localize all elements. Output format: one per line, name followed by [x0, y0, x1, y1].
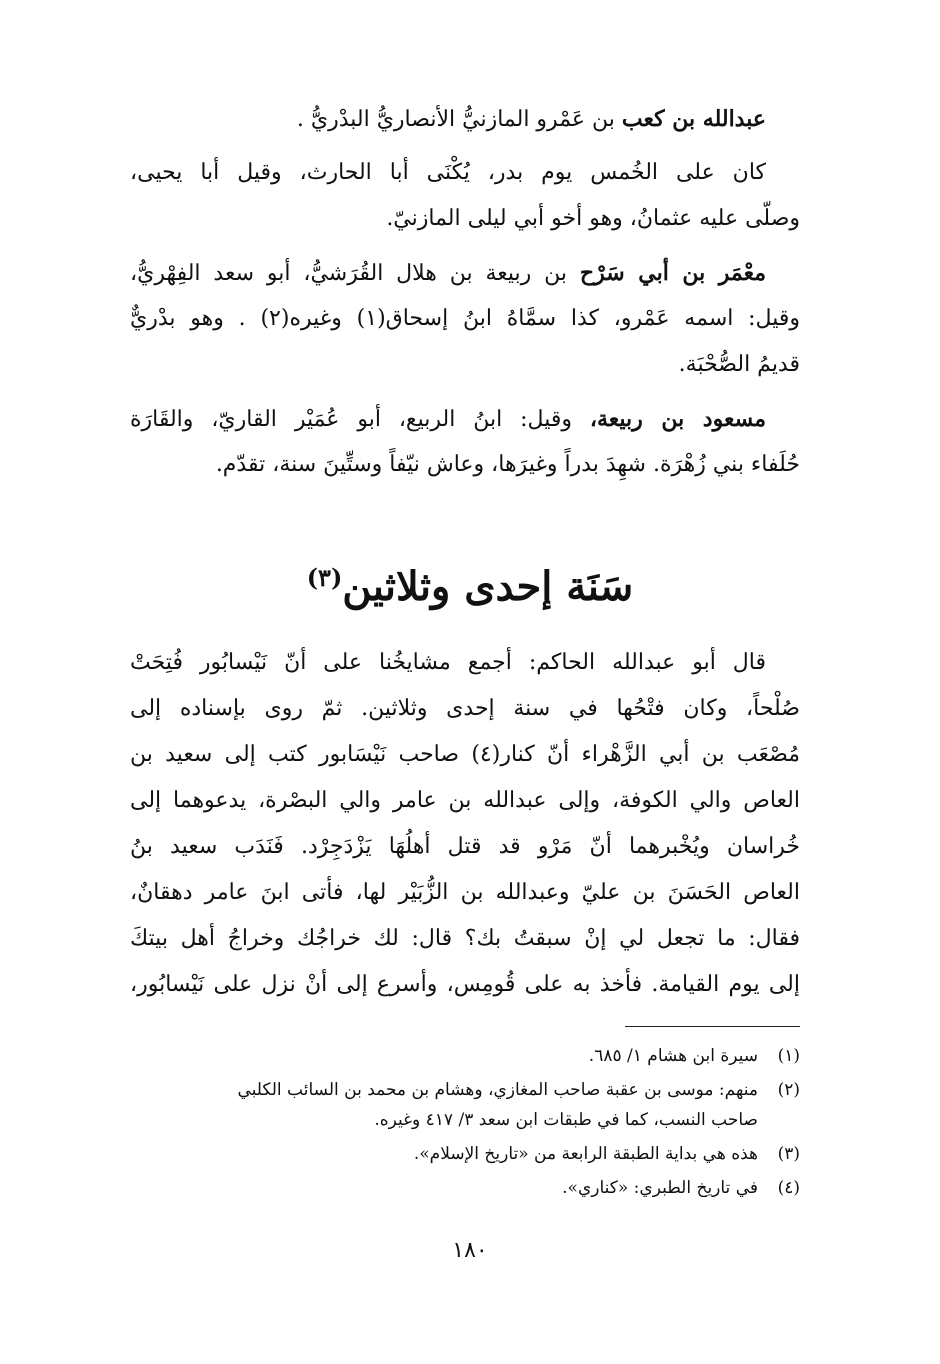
body-text: قال أبو عبدالله الحاكم: أجمع مشايخُنا على أنّ نَيْسابُور فُتِحَتْ	[130, 650, 766, 675]
body-line	[130, 870, 800, 916]
body-text: فقال: ما تجعل لي إنْ سبقتُ بك؟ قال: لك خراجُك وخراجُ أهل بيتكَ	[130, 926, 800, 951]
footnote	[128, 1174, 800, 1202]
entry-line	[130, 250, 800, 296]
footnote-separator	[625, 1026, 800, 1027]
body-text: مُصْعَب بن أبي الزَّهْراء أنّ كنار(٤) صاحب نَيْسَابور كتب إلى سعيد بن	[130, 742, 800, 767]
footnote	[128, 1042, 800, 1070]
entry-text: كان على الخُمس يوم بدر، يُكْنَى أبا الحارث، وقيل أبا يحيى،	[130, 160, 766, 185]
entry-line	[130, 96, 800, 142]
entry-text: حُلَفاء بني زُهْرَة. شهِدَ بدراً وغيرَها، وعاش نيّفاً وستِّينَ سنة، تقدّم.	[215, 452, 800, 477]
body-line	[130, 916, 800, 962]
entry-line	[130, 296, 800, 342]
section-heading	[0, 548, 940, 617]
entry-text: وقيل: ابنُ الربيع، أبو عُمَيْر القاريّ، والقَارَة	[130, 407, 590, 432]
entry-line	[130, 150, 800, 196]
footnote-text: في تاريخ الطبري: «كناري».	[562, 1178, 758, 1198]
footnote-number: (١)	[777, 1046, 800, 1066]
footnote-number: (٣)	[777, 1144, 800, 1164]
entry-text: قديمُ الصُّحْبَة.	[678, 352, 800, 377]
body-line	[130, 962, 800, 1008]
entry-name: مسعود بن ربيعة،	[589, 406, 766, 432]
body-line	[130, 732, 800, 778]
footnote-text: سيرة ابن هشام ١/ ٦٨٥.	[588, 1046, 758, 1066]
body-line	[130, 640, 800, 686]
footnote-continuation	[128, 1106, 800, 1134]
entry-text: وقيل: اسمه عَمْرو، كذا سمَّاهُ ابنُ إسحاق(١) وغيره(٢) . وهو بدْريٌّ	[130, 306, 800, 331]
body-line	[130, 778, 800, 824]
footnote	[128, 1140, 800, 1168]
body-text: العاص الحَسَنَ بن عليّ وعبدالله بن الزُّبَيْر لها، فأتى ابنَ عامر دهقانٌ،	[130, 880, 800, 905]
entry-text: بن عَمْرو المازنيُّ الأنصاريُّ البدْريُّ .	[296, 107, 622, 132]
page-number: ١٨٠	[452, 1238, 488, 1263]
footnote	[128, 1076, 800, 1104]
body-text: صُلْحاً، وكان فتْحُها في سنة إحدى وثلاثين. ثمّ روى بإسناده إلى	[130, 696, 800, 721]
entry-line	[130, 196, 800, 242]
heading-footnote-marker: (٣)	[306, 563, 343, 592]
entry-line	[130, 442, 800, 488]
entry-text: بن ربيعة بن هلال القُرَشيُّ، أبو سعد الفِهْريُّ،	[130, 261, 580, 286]
body-line	[130, 686, 800, 732]
entry-text: وصلّى عليه عثمانُ، وهو أخو أبي ليلى المازنيّ.	[386, 206, 800, 231]
footnote-text: هذه هي بداية الطبقة الرابعة من «تاريخ الإسلام».	[413, 1144, 758, 1164]
footnote-number: (٢)	[777, 1080, 800, 1100]
entry-line	[130, 396, 800, 442]
heading-text: سَنَة إحدى وثلاثين	[342, 563, 634, 610]
body-text: إلى يوم القيامة. فأخذ به على قُومِس، وأسرع إلى أنْ نزل على نَيْسابُور،	[130, 972, 800, 997]
entry-name: معْمَر بن أبي سَرْح	[579, 260, 767, 286]
body-text: خُراسان ويُخْبرهما أنّ مَرْو قد قتل أهلُهَا يَزْدَجِرْد. فَنَدَب سعيد بنُ	[130, 834, 800, 859]
body-text: العاص والي الكوفة، وإلى عبدالله بن عامر والي البصْرة، يدعوهما إلى	[130, 788, 800, 813]
footnote-text: منهم: موسى بن عقبة صاحب المغازي، وهشام بن محمد بن السائب الكلبي	[237, 1080, 758, 1100]
entry-name: عبدالله بن كعب	[621, 106, 766, 132]
footnote-text: صاحب النسب، كما في طبقات ابن سعد ٣/ ٤١٧ وغيره.	[374, 1110, 758, 1130]
body-line	[130, 824, 800, 870]
footnote-number: (٤)	[777, 1178, 800, 1198]
entry-line	[130, 342, 800, 388]
